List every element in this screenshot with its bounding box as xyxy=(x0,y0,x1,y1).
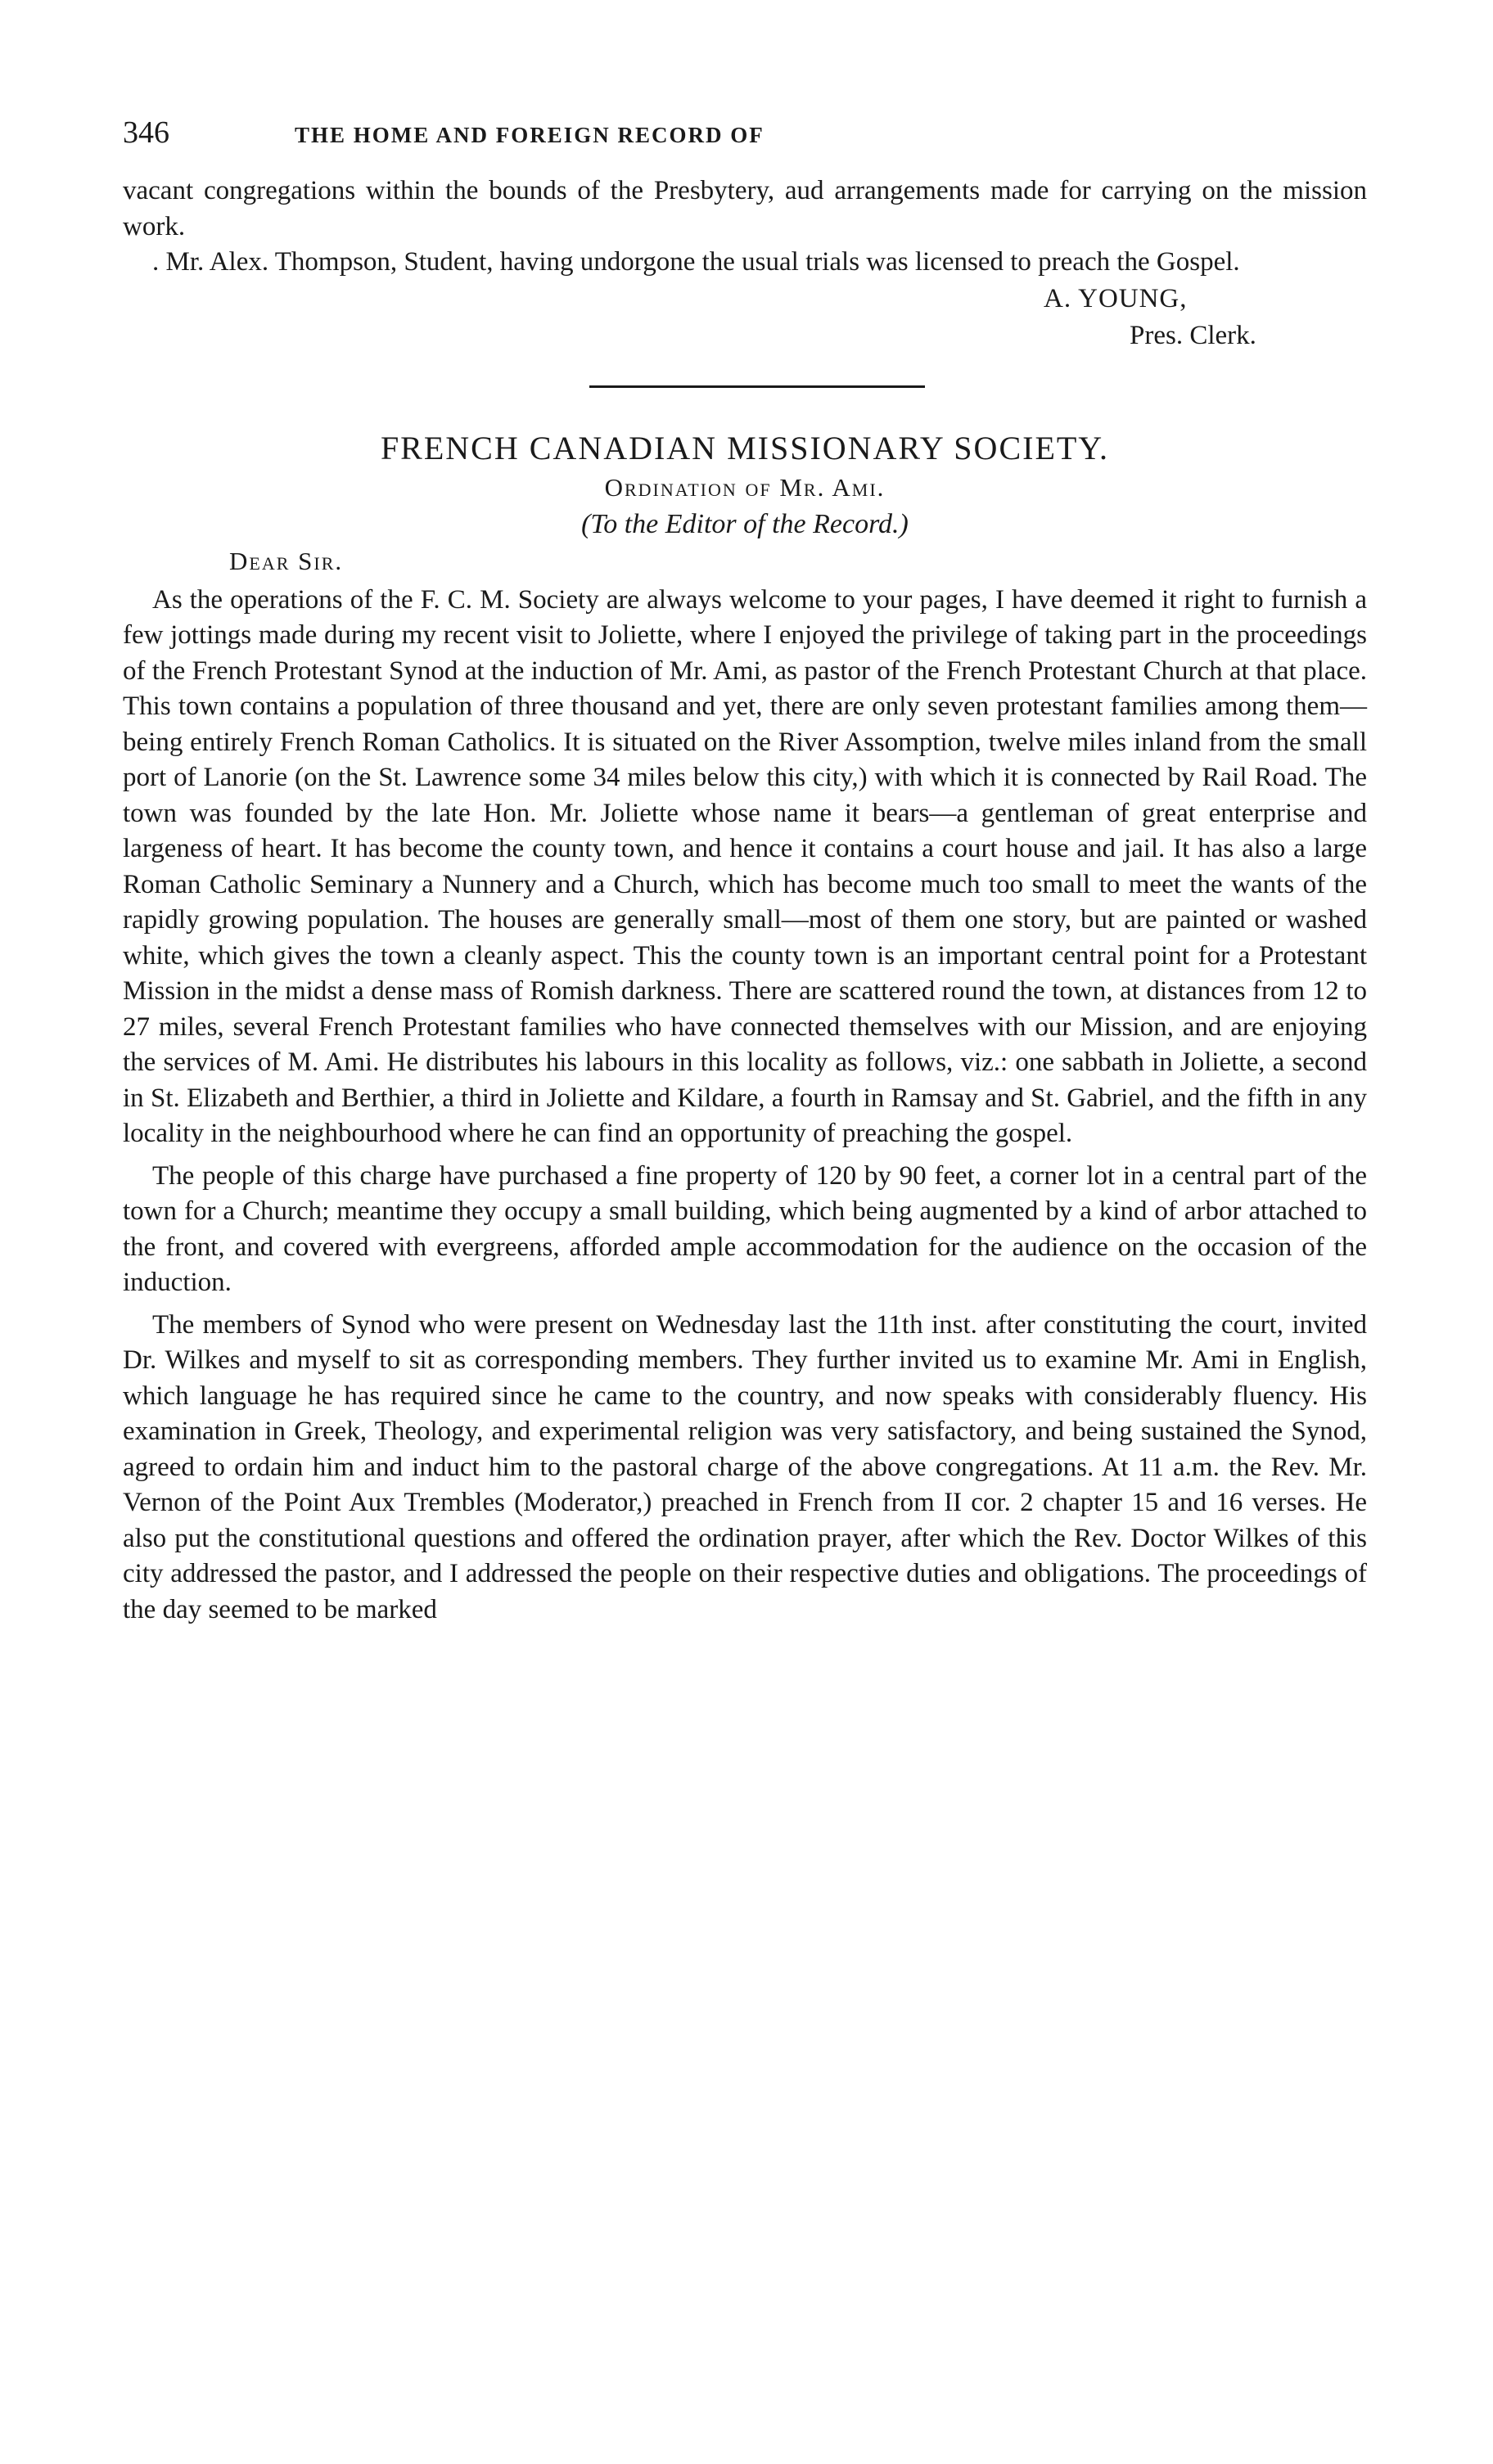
signature-name: A. YOUNG, xyxy=(1044,283,1188,313)
running-head-title: THE HOME AND FOREIGN RECORD OF xyxy=(295,123,765,147)
intro-paragraph-2: . Mr. Alex. Thompson, Student, having undorgone the usual trials was licensed to preach the Gospel. xyxy=(152,247,1240,277)
page-number: 346 xyxy=(123,115,169,150)
intro-paragraph-1: vacant congregations within the bounds of the Presbytery, aud arrangements made for carrying on the mission work. xyxy=(123,176,1367,241)
article-title: FRENCH CANADIAN MISSIONARY SOCIETY. xyxy=(380,429,1110,466)
salutation: Dear Sir. xyxy=(229,546,344,575)
document-page xyxy=(123,115,1367,1628)
section-divider xyxy=(589,385,925,388)
article-paragraph-1: As the operations of the F. C. M. Society are always welcome to your pages, I have deemed it right to furnish a few jottings made during my recent visit to Joliette, where I enjoyed the privilege of taking part in the proceedings of the French Protestant Synod at the induction of Mr. Ami, as pastor of the French Protestant Church at that place. This town contains a population of three thousand and yet, there are only seven protestant families among them—being entirely French Roman Catholics. It is situated on the River Assomption, twelve miles inland from the small port of Lanorie (on the St. Lawrence some 34 miles below this city,) with which it is connected by Rail Road. The town was founded by the late Hon. Mr. Joliette whose name it bears—a gentleman of great enterprise and largeness of heart. It has become the county town, and hence it contains a court house and jail. It has also a large Roman Catholic Seminary a Nunnery and a Church, which has become much too small to meet the wants of the rapidly growing population. The houses are generally small—most of them one story, but are painted or washed white, which gives the town a cleanly aspect. This the county town is an important central point for a Protestant Mission in the midst a dense mass of Romish darkness. There are scattered round the town, at distances from 12 to 27 miles, several French Protestant families who have connected themselves with our Mission, and are enjoying the services of M. Ami. He distributes his labours in this locality as follows, viz.: one sabbath in Joliette, a second in St. Elizabeth and Berthier, a third in Joliette and Kildare, a fourth in Ramsay and St. Gabriel, and the fifth in any locality in the neighbourhood where he can find an opportunity of preaching the gospel. xyxy=(123,584,1367,1148)
article-subtitle: Ordination of Mr. Ami. xyxy=(604,472,886,502)
signature-title: Pres. Clerk. xyxy=(1130,320,1256,350)
article-paragraph-3: The members of Synod who were present on Wednesday last the 11th inst. after constituting the court, invited Dr. Wilkes and myself to sit as corresponding members. They further invited us to examine Mr. Ami in English, which language he has required since he came to the country, and now speaks with considerably fluency. His examination in Greek, Theology, and experimental religion was very satisfactory, and being sustained the Synod, agreed to ordain him and induct him to the pastoral charge of the above congregations. At 11 a.m. the Rev. Mr. Vernon of the Point Aux Trembles (Moderator,) preached in French from II cor. 2 chapter 15 and 16 verses. He also put the constitutional questions and offered the ordination prayer, after which the Rev. Doctor Wilkes of this city addressed the pastor, and I addressed the people on their respective duties and obligations. The proceedings of the day seemed to be marked xyxy=(123,1309,1367,1624)
article-paragraph-2: The people of this charge have purchased a fine property of 120 by 90 feet, a corner lot in a central part of the town for a Church; meantime they occupy a small building, which being augmented by a kind of arbor attached to the front, and covered with evergreens, afforded ample accommodation for the audience on the occasion of the induction. xyxy=(123,1160,1367,1297)
running-head xyxy=(123,115,1367,155)
editor-note: (To the Editor of the Record.) xyxy=(581,508,909,539)
